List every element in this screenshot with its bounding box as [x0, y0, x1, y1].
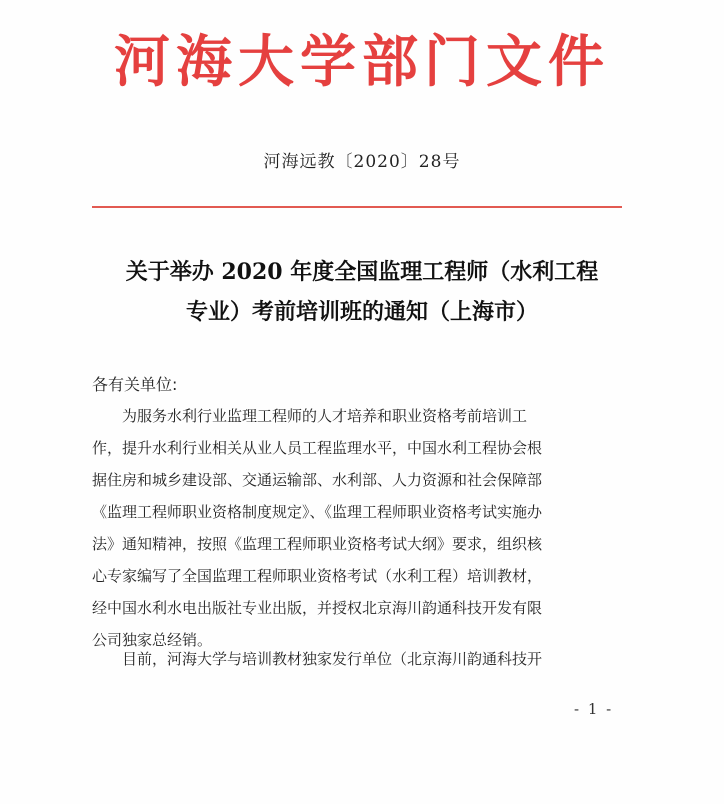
body-line: 目前，河海大学与培训教材独家发行单位（北京海川韵通科技开 — [92, 650, 543, 668]
document-number: 河海远教〔2020〕28号 — [263, 152, 461, 172]
body-paragraph-1 — [92, 400, 652, 656]
salutation: 各有关单位: — [92, 375, 178, 394]
title-line-2: 专业）考前培训班的通知（上海市） — [185, 299, 538, 325]
body-line: 据住房和城乡建设部、交通运输部、水利部、人力资源和社会保障部 — [92, 471, 543, 489]
document-masthead: 河海大学部门文件 — [114, 29, 610, 95]
body-line: 心专家编写了全国监理工程师职业资格考试（水利工程）培训教材， — [92, 567, 543, 585]
page-number: - 1 - — [574, 700, 614, 718]
body-line: 公司独家总经销。 — [92, 631, 213, 649]
body-line: 法》通知精神，按照《监理工程师职业资格考试大纲》要求，组织核 — [92, 535, 543, 553]
body-line: 《监理工程师职业资格制度规定》、《监理工程师职业资格考试实施办 — [92, 503, 543, 521]
body-line: 为服务水利行业监理工程师的人才培养和职业资格考前培训工 — [92, 407, 528, 425]
document-title — [60, 252, 664, 332]
body-line: 经中国水利水电出版社专业出版，并授权北京海川韵通科技开发有限 — [92, 599, 543, 617]
red-divider-line — [92, 206, 622, 208]
title-line-1: 关于举办 2020 年度全国监理工程师（水利工程 — [125, 259, 599, 285]
body-line: 作，提升水利行业相关从业人员工程监理水平，中国水利工程协会根 — [92, 439, 543, 457]
body-paragraph-2 — [92, 643, 652, 675]
